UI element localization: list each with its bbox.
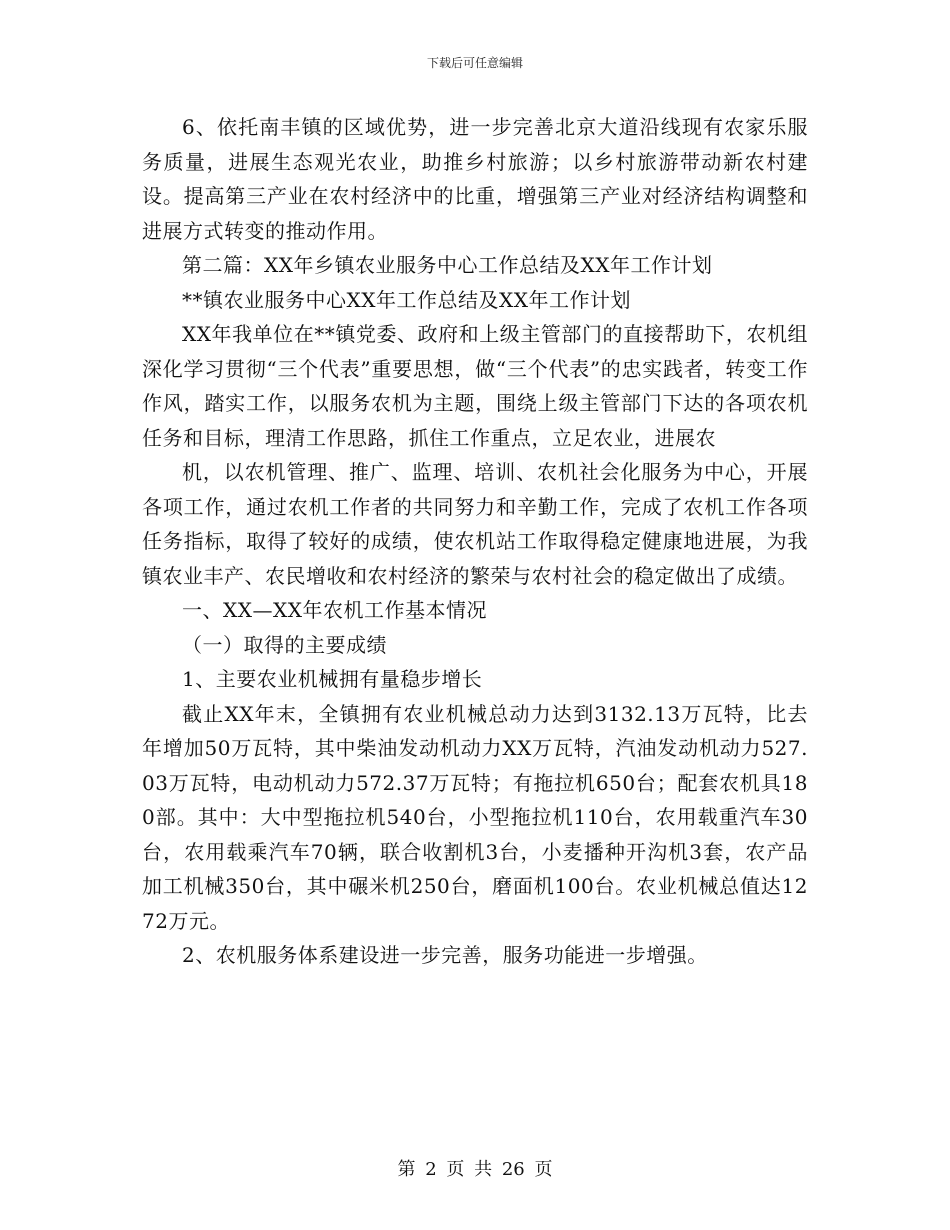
paragraph: 机，以农机管理、推广、监理、培训、农机社会化服务为中心，开展各项工作，通过农机工作者的共同努力和辛勤工作，完成了农机工作各项任务指标，取得了较好的成绩，使农机站工作取得稳定健康地进展，为我镇农业丰产、农民增收和农村经济的繁荣与农村社会的稳定做出了成绩。 [142,460,808,588]
section-title: 第二篇：XX年乡镇农业服务中心工作总结及XX年工作计划 [182,253,713,277]
paragraph: XX年我单位在**镇党委、政府和上级主管部门的直接帮助下，农机组深化学习贯彻“三个代表”重要思想，做“三个代表”的忠实践者，转变工作作风，踏实工作，以服务农机为主题，围绕上级主管部门下达的各项农机任务和目标，理清工作思路，抓住工作重点，立足农业，进展农 [142,322,808,450]
section-heading: 一、XX—XX年农机工作基本情况 [182,598,487,622]
document-title: **镇农业服务中心XX年工作总结及XX年工作计划 [182,287,631,312]
paragraph: 截止XX年末，全镇拥有农业机械总动力达到3132.13万瓦特，比去年增加50万瓦特，其中柴油发动机动力XX万瓦特，汽油发动机动力527.03万瓦特，电动机动力572.37万瓦特；有拖拉机650台；配套农机具180部。其中：大中型拖拉机540台，小型拖拉机110台，农用载重汽车30台，农用载乘汽车70辆，联合收割机3台，小麦播种开沟机3套，农产品加工机械350台，其中碾米机250台，磨面机100台。农业机械总值达1272万元。 [142,701,808,933]
item-heading: 2、农机服务体系建设进一步完善，服务功能进一步增强。 [182,943,708,967]
document-body [142,110,808,973]
header-note: 下载后可任意编辑 [426,56,523,70]
subsection-heading: （一）取得的主要成绩 [182,632,387,657]
item-heading: 1、主要农业机械拥有量稳步增长 [182,667,483,691]
paragraph: 6、依托南丰镇的区域优势，进一步完善北京大道沿线现有农家乐服务质量，进展生态观光农业，助推乡村旅游；以乡村旅游带动新农村建设。提高第三产业在农村经济中的比重，增强第三产业对经济结构调整和进展方式转变的推动作用。 [142,115,808,243]
page-footer: 第 2 页 共 26 页 [397,1159,553,1180]
